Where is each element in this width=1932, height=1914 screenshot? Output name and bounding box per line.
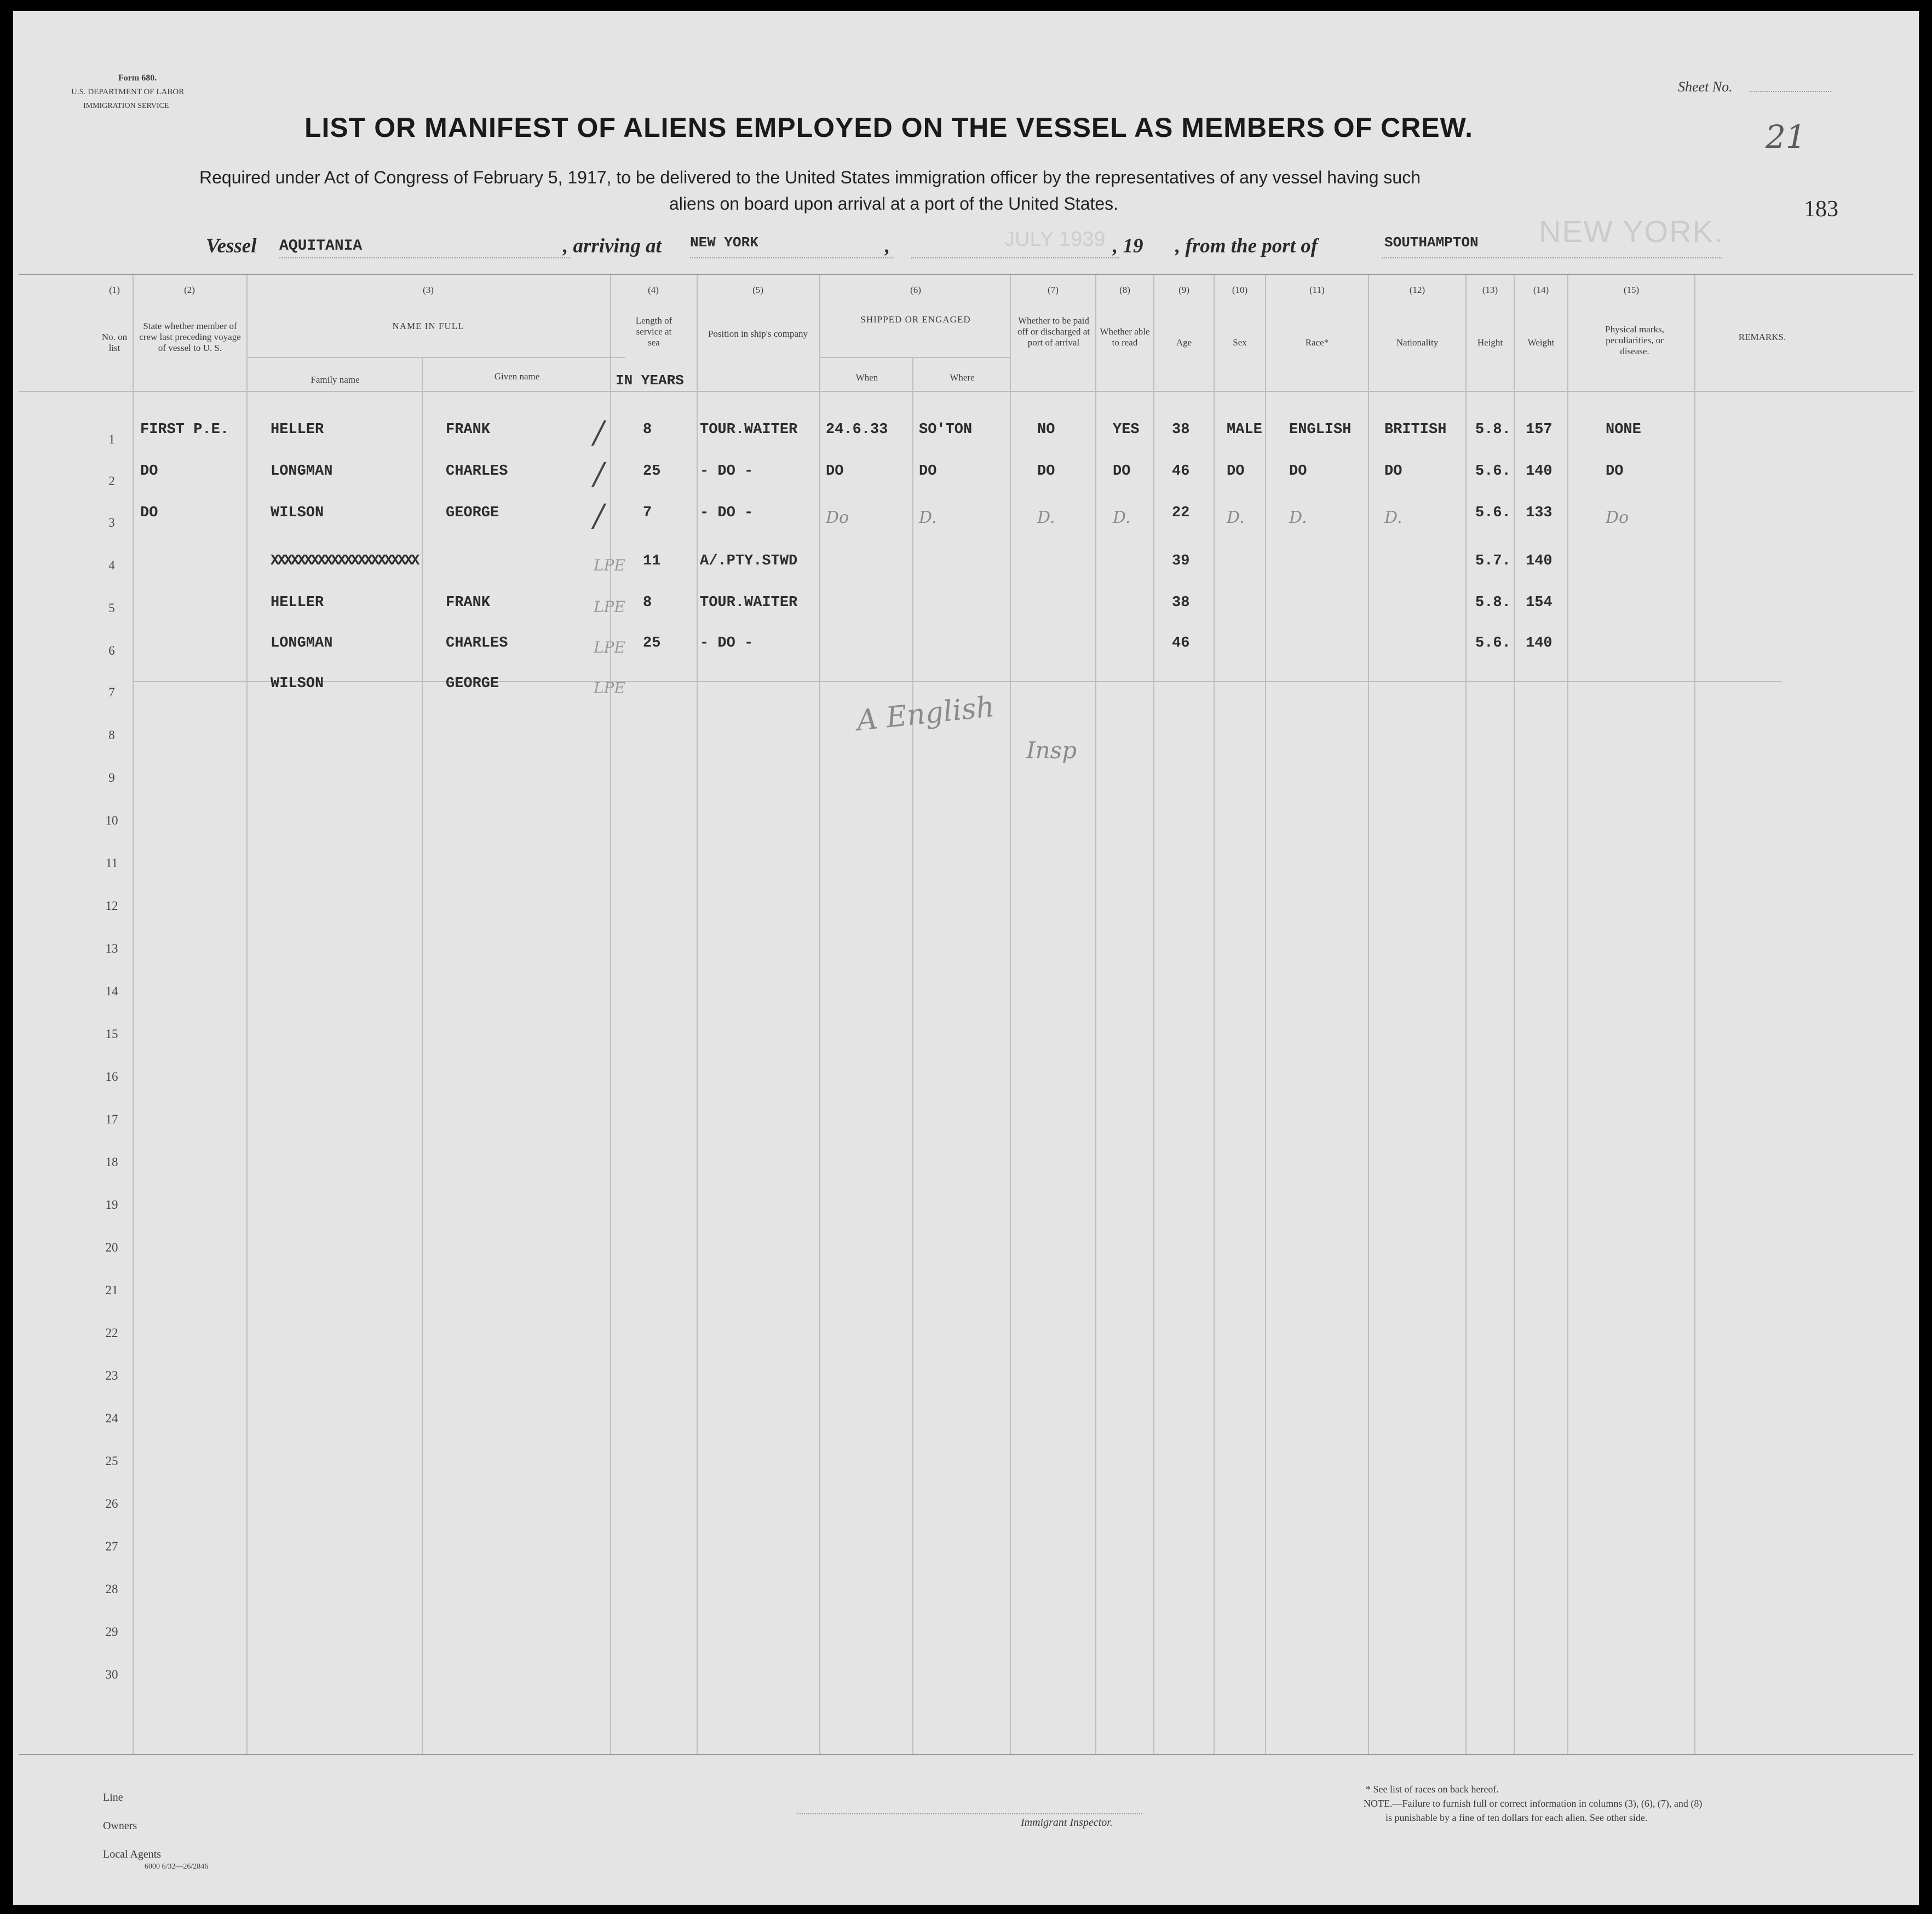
col-9-header: Age — [1176, 337, 1192, 348]
row-7-rule — [134, 681, 1782, 682]
arriving-line — [690, 257, 893, 258]
arriving-comma: , — [885, 235, 890, 257]
sheet-no-line — [1749, 91, 1831, 92]
penalty-note-2: is punishable by a fine of ten dollars for each alien. See other side. — [1385, 1812, 1648, 1823]
col-10-header: Sex — [1233, 337, 1247, 348]
form-number: Form 680. — [118, 73, 157, 83]
col-rule — [246, 275, 248, 1754]
physical-marks-cell: NONE — [1606, 422, 1641, 438]
row-number: 7 — [108, 685, 115, 699]
col-6-header: SHIPPED OR ENGAGED — [860, 314, 971, 325]
row-number: 10 — [105, 814, 118, 827]
height-cell: 5.8. — [1475, 595, 1511, 611]
subtitle-line-2: aliens on board upon arrival at a port of the United States. — [669, 194, 1119, 214]
col-2-number: (2) — [184, 285, 195, 295]
given-name-cell: GEORGE — [446, 505, 499, 521]
manifest-sheet — [13, 11, 1919, 1905]
department-name: U.S. DEPARTMENT OF LABOR — [71, 88, 185, 96]
shipped-when-cell: Do — [826, 508, 849, 527]
service-years-cell: 25 — [643, 635, 661, 652]
col-7-header: Whether to be paid off or discharged at port of arrival — [1017, 315, 1090, 348]
row-number: 14 — [105, 984, 118, 998]
col-rule — [1368, 275, 1369, 1754]
height-cell: 5.6. — [1475, 463, 1511, 480]
check-mark-cell: LPE — [594, 556, 625, 574]
service-years-cell: 8 — [643, 422, 652, 438]
given-name-cell: GEORGE — [446, 676, 499, 692]
family-name-cell: HELLER — [271, 422, 324, 438]
nationality-cell: DO — [1384, 463, 1402, 480]
col-4-header: Length of service at sea — [635, 315, 672, 348]
row-number: 17 — [105, 1112, 118, 1126]
row-number: 21 — [105, 1283, 118, 1297]
name-subheader-rule — [248, 357, 625, 358]
row-number: 20 — [105, 1241, 118, 1254]
row-number: 28 — [105, 1582, 118, 1596]
inspector-annotation-2: Insp — [1026, 737, 1077, 764]
col-rule — [1214, 275, 1215, 1754]
row-number: 13 — [105, 942, 118, 955]
col-rule — [610, 275, 611, 1754]
given-name-cell: CHARLES — [446, 463, 508, 480]
able-to-read-cell: YES — [1113, 422, 1140, 438]
col-rule — [1694, 275, 1695, 1754]
age-cell: 46 — [1172, 463, 1190, 480]
col-rule — [1567, 275, 1568, 1754]
age-cell: 38 — [1172, 595, 1190, 611]
row-number: 19 — [105, 1198, 118, 1212]
weight-cell: 133 — [1526, 505, 1553, 521]
penalty-note-1: NOTE.—Failure to furnish full or correct information in columns (3), (6), (7), and (8) — [1364, 1798, 1703, 1809]
physical-marks-cell: Do — [1606, 508, 1629, 527]
col-rule — [1153, 275, 1154, 1754]
col-3-number: (3) — [423, 285, 434, 295]
given-name-cell: FRANK — [446, 595, 491, 611]
sheet-no-label: Sheet No. — [1678, 79, 1733, 95]
date-line — [911, 257, 1119, 258]
family-name-cell: LONGMAN — [271, 635, 333, 652]
check-mark-cell: / — [594, 457, 604, 492]
family-name-cell: LONGMAN — [271, 463, 333, 480]
row-number: 26 — [105, 1497, 118, 1511]
height-cell: 5.6. — [1475, 505, 1511, 521]
paid-off-cell: DO — [1037, 463, 1055, 480]
row-number: 6 — [108, 644, 115, 658]
footer-owners-label: Owners — [103, 1820, 137, 1832]
prev-voyage-cell: DO — [140, 505, 158, 521]
inspector-signature-line — [797, 1813, 1142, 1814]
col-3-family-header: Family name — [311, 374, 360, 385]
inspector-annotation: A English — [855, 690, 996, 738]
col-14-number: (14) — [1533, 285, 1549, 295]
family-name-cell: HELLER — [271, 595, 324, 611]
from-port: SOUTHAMPTON — [1384, 234, 1479, 251]
row-number: 18 — [105, 1155, 118, 1169]
sex-cell: DO — [1227, 463, 1245, 480]
table-top-rule — [19, 274, 1913, 275]
row-number: 23 — [105, 1369, 118, 1382]
check-mark-cell: / — [594, 498, 604, 534]
position-cell: A/.PTY.STWD — [700, 553, 798, 569]
vessel-name: AQUITANIA — [279, 238, 363, 255]
col-rule — [422, 357, 423, 1754]
race-cell: DO — [1289, 463, 1307, 480]
row-number: 8 — [108, 728, 115, 742]
row-number: 30 — [105, 1668, 118, 1681]
remarks-header: REMARKS. — [1738, 332, 1786, 342]
row-number: 15 — [105, 1027, 118, 1041]
check-mark-cell: LPE — [594, 638, 625, 656]
prev-voyage-cell: DO — [140, 463, 158, 480]
age-cell: 39 — [1172, 553, 1190, 569]
col-rule — [912, 357, 913, 1754]
col-2-header: State whether member of crew last preceding voyage of vessel to U. S. — [139, 321, 241, 353]
row-number: 2 — [108, 474, 115, 488]
shipped-when-cell: 24.6.33 — [826, 422, 888, 438]
col-3-header: NAME IN FULL — [392, 321, 464, 331]
col-13-number: (13) — [1482, 285, 1498, 295]
service-years-cell: 7 — [643, 505, 652, 521]
row-number: 16 — [105, 1070, 118, 1083]
col-6-when-header: When — [855, 372, 878, 383]
check-mark-cell: / — [594, 415, 604, 451]
print-code: 6000 6/32—26/2846 — [145, 1863, 209, 1871]
family-name-cell: WILSON — [271, 505, 324, 521]
col-14-header: Weight — [1527, 337, 1555, 348]
col-rule — [133, 275, 134, 1754]
col-13-header: Height — [1477, 337, 1503, 348]
race-cell: D. — [1289, 508, 1307, 527]
able-to-read-cell: DO — [1113, 463, 1131, 480]
col-12-number: (12) — [1409, 285, 1425, 295]
footer-line-label: Line — [103, 1791, 123, 1803]
given-name-cell: FRANK — [446, 422, 491, 438]
date-stamp: JULY 1939 — [1004, 228, 1106, 251]
col-8-number: (8) — [1119, 285, 1130, 295]
position-cell: - DO - — [700, 463, 754, 480]
subtitle-line-1: Required under Act of Congress of February 5, 1917, to be delivered to the United States immigration officer by the representatives of any vessel having such — [199, 168, 1421, 187]
service-years-cell: 25 — [643, 463, 661, 480]
col-4-unit: IN YEARS — [616, 372, 684, 389]
position-cell: TOUR.WAITER — [700, 595, 798, 611]
col-rule — [1095, 275, 1096, 1754]
height-cell: 5.8. — [1475, 422, 1511, 438]
races-footnote: * See list of races on back hereof. — [1366, 1784, 1499, 1795]
col-15-number: (15) — [1623, 285, 1640, 295]
vessel-name-line — [279, 257, 570, 258]
given-name-cell: CHARLES — [446, 635, 508, 652]
height-cell: 5.6. — [1475, 635, 1511, 652]
year-label: , 19 — [1113, 235, 1143, 257]
shipped-where-cell: DO — [919, 463, 937, 480]
col-12-header: Nationality — [1396, 337, 1439, 348]
row-number: 12 — [105, 899, 118, 913]
col-1-header: No. on list — [101, 332, 128, 353]
col-4-number: (4) — [648, 285, 659, 295]
weight-cell: 140 — [1526, 635, 1553, 652]
position-cell: TOUR.WAITER — [700, 422, 798, 438]
check-mark-cell: LPE — [594, 598, 625, 616]
footer-agents-label: Local Agents — [103, 1848, 162, 1860]
sex-cell: MALE — [1227, 422, 1262, 438]
col-8-header: Whether able to read — [1100, 326, 1150, 348]
paid-off-cell: D. — [1037, 508, 1055, 527]
nationality-cell: D. — [1384, 508, 1402, 527]
height-cell: 5.7. — [1475, 553, 1511, 569]
col-6-number: (6) — [910, 285, 921, 295]
col-5-header: Position in ship's company — [708, 328, 808, 339]
col-3-given-header: Given name — [494, 371, 540, 382]
col-6-where-header: Where — [950, 372, 975, 383]
row-number: 9 — [108, 771, 115, 785]
col-7-number: (7) — [1048, 285, 1059, 295]
sheet-number: 21 — [1766, 118, 1806, 155]
shipped-when-cell: DO — [826, 463, 844, 480]
able-to-read-cell: D. — [1113, 508, 1131, 527]
col-10-number: (10) — [1232, 285, 1248, 295]
from-port-line — [1382, 257, 1722, 258]
family-name-cell: XXXXXXXXXXXXXXXXXXXXXX — [271, 553, 418, 569]
from-port-label: , from the port of — [1175, 235, 1318, 257]
shipped-where-cell: D. — [919, 508, 937, 527]
header-bottom-rule — [19, 391, 1913, 392]
weight-cell: 140 — [1526, 553, 1553, 569]
page-number: 183 — [1804, 197, 1838, 222]
weight-cell: 157 — [1526, 422, 1553, 438]
col-rule — [1265, 275, 1266, 1754]
vessel-label: Vessel — [206, 235, 257, 257]
weight-cell: 140 — [1526, 463, 1553, 480]
row-number: 24 — [105, 1411, 118, 1425]
nationality-cell: BRITISH — [1384, 422, 1447, 438]
col-5-number: (5) — [752, 285, 763, 295]
arriving-port: NEW YORK — [690, 234, 758, 251]
row-number: 3 — [108, 516, 115, 529]
row-number: 22 — [105, 1326, 118, 1340]
family-name-cell: WILSON — [271, 676, 324, 692]
paid-off-cell: NO — [1037, 422, 1055, 438]
col-rule — [1465, 275, 1467, 1754]
col-rule — [697, 275, 698, 1754]
row-number: 29 — [105, 1625, 118, 1639]
age-cell: 38 — [1172, 422, 1190, 438]
row-number: 1 — [108, 433, 115, 446]
port-stamp: NEW YORK. — [1539, 214, 1724, 249]
page-title: LIST OR MANIFEST OF ALIENS EMPLOYED ON THE VESSEL AS MEMBERS OF CREW. — [304, 112, 1473, 143]
prev-voyage-cell: FIRST P.E. — [140, 422, 229, 438]
service-years-cell: 8 — [643, 595, 652, 611]
shipped-where-cell: SO'TON — [919, 422, 973, 438]
col-1-number: (1) — [109, 285, 120, 295]
position-cell: - DO - — [700, 505, 754, 521]
col-11-header: Race* — [1305, 337, 1329, 348]
table-bottom-rule — [19, 1754, 1913, 1755]
col-15-header: Physical marks, peculiarities, or disease. — [1605, 324, 1664, 356]
race-cell: ENGLISH — [1289, 422, 1352, 438]
inspector-label: Immigrant Inspector. — [1021, 1817, 1113, 1829]
col-9-number: (9) — [1178, 285, 1189, 295]
row-number: 11 — [105, 856, 118, 870]
shipped-subheader-rule — [820, 357, 1010, 358]
row-number: 5 — [108, 601, 115, 615]
col-rule — [1514, 275, 1515, 1754]
age-cell: 22 — [1172, 505, 1190, 521]
col-rule — [1010, 275, 1011, 1754]
service-years-cell: 11 — [643, 553, 661, 569]
physical-marks-cell: DO — [1606, 463, 1624, 480]
sex-cell: D. — [1227, 508, 1245, 527]
weight-cell: 154 — [1526, 595, 1553, 611]
col-11-number: (11) — [1309, 285, 1325, 295]
check-mark-cell: LPE — [594, 679, 625, 697]
age-cell: 46 — [1172, 635, 1190, 652]
service-name: IMMIGRATION SERVICE — [83, 102, 169, 110]
row-number: 25 — [105, 1454, 118, 1468]
col-rule — [819, 275, 820, 1754]
row-number: 4 — [108, 558, 115, 572]
row-number: 27 — [105, 1540, 118, 1553]
position-cell: - DO - — [700, 635, 754, 652]
arriving-label: , arriving at — [563, 235, 662, 257]
